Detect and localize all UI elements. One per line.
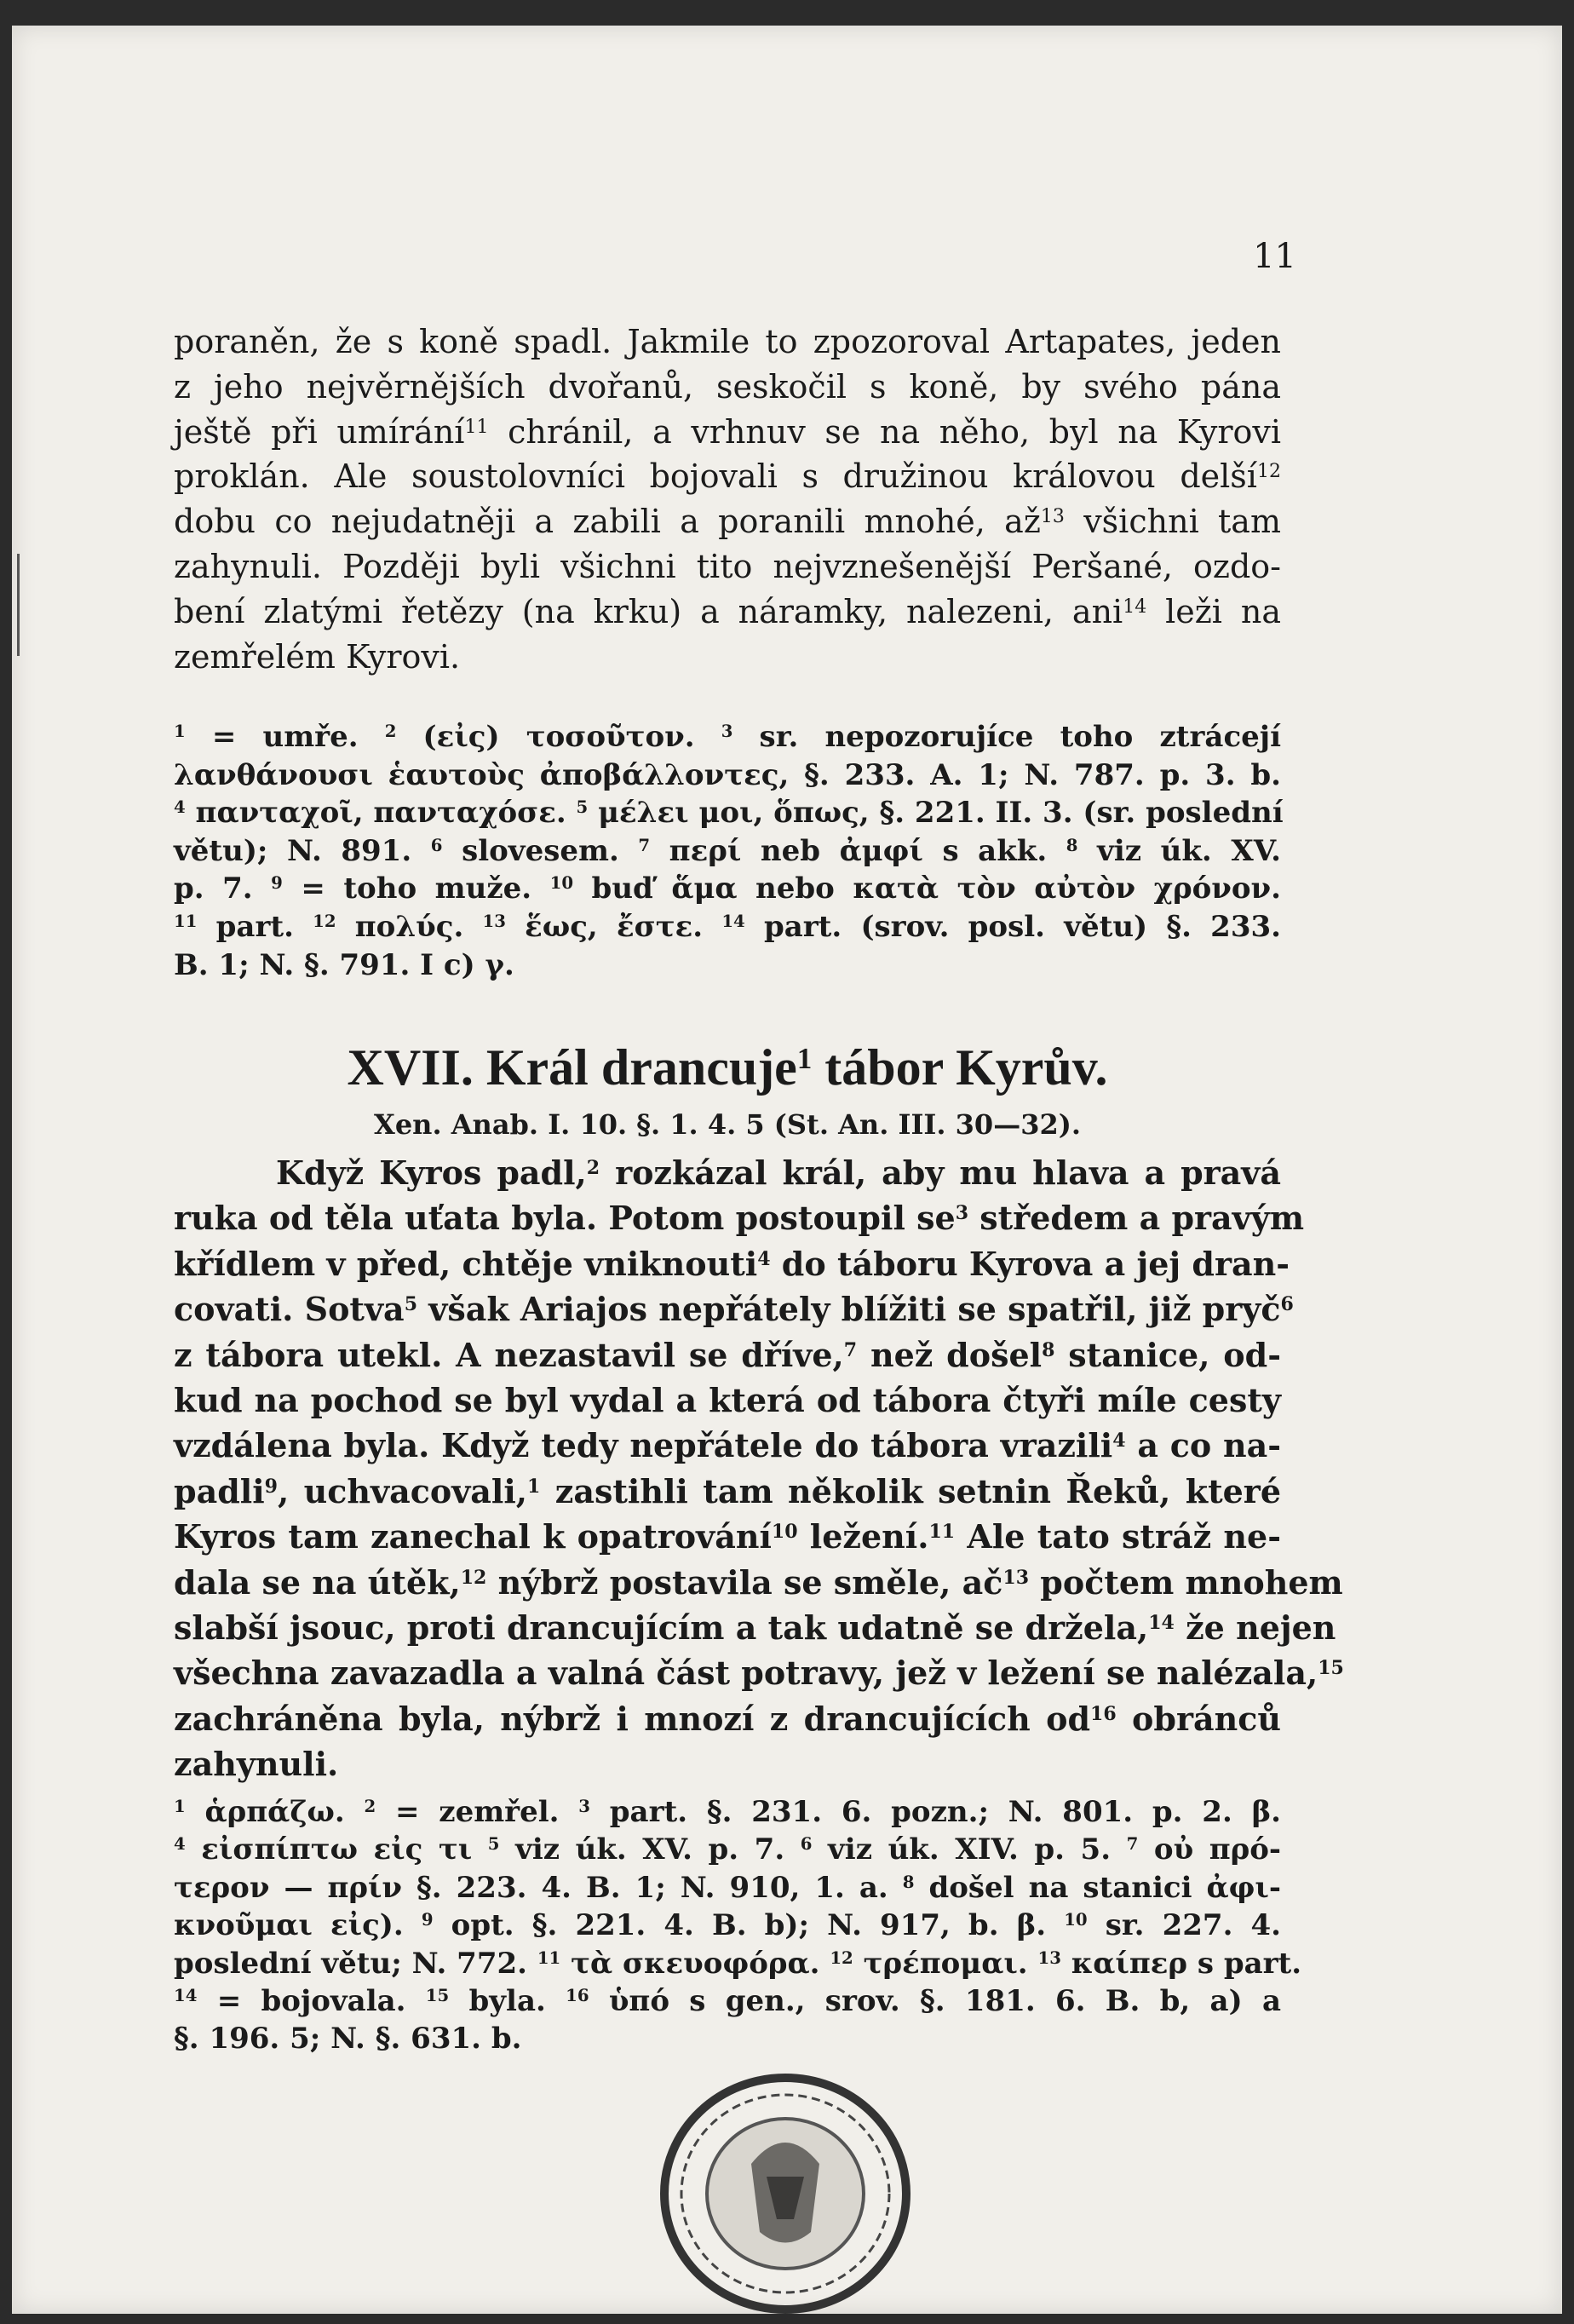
text-segment: slovesem. — [442, 833, 639, 868]
book-page — [12, 26, 1562, 2314]
footnote-ref: 12 — [460, 1566, 487, 1589]
text-line — [174, 635, 1281, 680]
heading-text-after: tábor Kyrův. — [812, 1039, 1108, 1096]
text-segment: z jeho nejvěrnějších dvořanů, seskočil s koně, by svého pána — [174, 367, 1281, 406]
text-segment: poslední větu; N. 772. — [174, 1946, 537, 1981]
text-segment: zastihli tam několik setnin Řeků, které — [540, 1471, 1281, 1510]
footnote-ref: 4 — [174, 1833, 186, 1855]
text-segment: Kyros tam zanechal k opatrování — [174, 1517, 772, 1556]
text-segment: viz úk. XV. p. 7. — [499, 1832, 801, 1867]
footnote-ref: 7 — [638, 834, 651, 855]
text-segment: zahynuli. — [174, 1745, 339, 1784]
footnote-ref: 11 — [928, 1521, 956, 1544]
footnote-ref: 1 — [174, 1796, 186, 1817]
text-segment: καίπερ s part. — [1060, 1946, 1302, 1981]
text-line — [174, 1945, 1302, 1982]
footnote-ref: 5 — [576, 797, 589, 818]
text-segment: však Ariajos nepřátely blížiti se spatřil, již pryč — [417, 1290, 1281, 1329]
footnote-ref: 8 — [1042, 1338, 1055, 1361]
text-segment: dobu co nejudatněji a zabili a poranili mnohé, až — [174, 503, 1041, 541]
footnote-ref: 6 — [800, 1833, 813, 1855]
text-line — [174, 1869, 1281, 1907]
text-segment: buď ἅμα nebo κατὰ τὸν αὐτὸν χρόνον. — [573, 872, 1281, 906]
heading-text-before: XVII. Král drancuje — [347, 1039, 797, 1096]
footnote-ref: 11 — [537, 1947, 561, 1968]
text-line — [174, 1423, 1281, 1468]
footnote-ref: 3 — [578, 1796, 590, 1817]
footnote-ref: 5 — [404, 1293, 418, 1316]
footnote-ref: 14 — [174, 1985, 198, 2006]
footnote-ref: 10 — [549, 872, 574, 894]
footnote-ref: 12 — [830, 1947, 853, 1968]
text-segment: μέλει μοι, ὅπως, §. 221. II. 3. (sr. poslední — [588, 796, 1284, 831]
text-segment: že nejen — [1174, 1608, 1336, 1648]
footnote-ref: 5 — [487, 1833, 500, 1855]
footnote-ref: 1 — [527, 1475, 541, 1498]
text-line — [174, 410, 1281, 455]
text-segment: obránců — [1116, 1699, 1281, 1738]
text-line — [174, 1605, 1336, 1650]
footnote-ref: 2 — [384, 721, 397, 742]
footnote-ref: 7 — [843, 1338, 858, 1361]
text-segment: všichni tam — [1064, 503, 1281, 541]
text-segment: p. 7. — [174, 872, 272, 906]
text-segment: = umře. — [185, 720, 385, 754]
library-stamp — [658, 2070, 913, 2314]
text-line — [174, 1378, 1281, 1423]
footnote-ref: 13 — [1002, 1566, 1030, 1589]
text-segment: part. — [197, 909, 313, 944]
text-line — [174, 1982, 1281, 2020]
text-segment: ještě při umírání — [174, 412, 465, 451]
text-line — [174, 319, 1281, 365]
text-segment: všechna zavazadla a valná část potravy, jež v ležení se nalézala, — [174, 1654, 1318, 1693]
text-segment: bení zlatými řetězy (na krku) a náramky, nalezeni, ani — [174, 592, 1123, 630]
footnote-ref: 4 — [1112, 1429, 1126, 1452]
text-segment: πολύς. — [336, 909, 483, 944]
text-segment: sr. nepozorujíce toho ztrácejí — [732, 720, 1281, 754]
footnote-ref: 2 — [364, 1796, 376, 1817]
footnote-ref: 15 — [1318, 1657, 1344, 1680]
text-segment: stanice, od- — [1054, 1335, 1281, 1374]
text-line — [174, 544, 1281, 590]
text-line — [174, 1286, 1294, 1332]
text-segment: nýbrž postavila se směle, ač — [486, 1562, 1003, 1602]
footnote-ref: 13 — [1040, 506, 1065, 528]
footnotes-section-1 — [174, 718, 1284, 984]
text-segment: εἰσπίπτω εἰς τι — [185, 1832, 488, 1867]
text-line — [174, 590, 1281, 635]
text-line — [174, 908, 1281, 946]
text-line — [174, 1241, 1290, 1286]
text-segment: οὐ πρό- — [1138, 1832, 1282, 1867]
text-line — [174, 1907, 1281, 1944]
footnote-ref: 9 — [271, 872, 283, 894]
footnote-ref: 4 — [174, 797, 186, 818]
chapter-heading — [174, 1038, 1281, 1097]
text-line — [174, 718, 1281, 756]
text-segment: part. (srov. posl. větu) §. 233. — [744, 909, 1281, 944]
text-line — [174, 1514, 1281, 1559]
text-line — [174, 1793, 1281, 1831]
text-segment: τὰ σκευοφόρα. — [560, 1946, 830, 1981]
footnote-ref: 15 — [425, 1985, 450, 2006]
text-segment: περί neb ἀμφί s akk. — [650, 833, 1066, 868]
text-line — [174, 1469, 1281, 1514]
text-segment: slabší jsouc, proti drancujícím a tak udatně se držela, — [174, 1608, 1149, 1648]
footnote-ref: 14 — [721, 911, 745, 932]
footnote-ref: 9 — [264, 1475, 278, 1498]
text-segment: větu); N. 891. — [174, 833, 431, 868]
footnote-ref: 14 — [1123, 595, 1147, 618]
chapter-paragraph — [174, 1150, 1344, 1787]
text-segment: zahynuli. Později byli všichni tito nejvznešenější Peršané, ozdo- — [174, 547, 1281, 585]
text-line — [174, 1831, 1281, 1868]
footnote-ref: 12 — [313, 911, 336, 932]
footnote-ref: 14 — [1148, 1611, 1175, 1634]
footnote-ref: 8 — [902, 1871, 915, 1892]
text-segment: padli — [174, 1471, 265, 1510]
text-segment: kud na pochod se byl vydal a která od tábora čtyři míle cesty — [174, 1381, 1281, 1420]
text-segment: počtem mnohem — [1029, 1562, 1343, 1602]
footnote-ref: 11 — [174, 911, 198, 932]
text-segment: = toho muže. — [282, 872, 550, 906]
text-segment: viz úk. XV. — [1077, 833, 1281, 868]
text-segment: = bojovala. — [197, 1984, 426, 2019]
text-line — [174, 946, 1281, 985]
text-line — [174, 1150, 1281, 1195]
text-segment: do táboru Kyrova a jej dran- — [770, 1244, 1290, 1283]
text-segment: viz úk. XIV. p. 5. — [812, 1832, 1127, 1867]
text-segment: , uchvacovali, — [277, 1471, 528, 1510]
text-segment: a co na- — [1125, 1426, 1281, 1465]
footnote-ref: 3 — [955, 1202, 969, 1225]
footnote-ref: 6 — [1280, 1293, 1294, 1316]
footnotes-section-2 — [174, 1793, 1302, 2058]
text-line — [174, 1696, 1281, 1741]
text-segment: ἁρπάζω. — [185, 1795, 365, 1829]
text-segment: zemřelém Kyrovi. — [174, 637, 461, 676]
text-segment: leži na — [1146, 592, 1281, 630]
text-segment: covati. Sotva — [174, 1290, 405, 1329]
footnote-ref: 7 — [1126, 1833, 1139, 1855]
text-segment: chránil, a vrhnuv se na něho, byl na Kyrovi — [488, 412, 1281, 451]
text-segment: part. §. 231. 6. pozn.; N. 801. p. 2. β. — [590, 1795, 1282, 1829]
text-line — [174, 870, 1281, 908]
text-segment: B. 1; N. §. 791. I c) γ. — [174, 947, 514, 982]
text-segment: τερον — πρίν §. 223. 4. B. 1; N. 910, 1. a. — [174, 1870, 903, 1905]
footnote-ref: 13 — [1037, 1947, 1061, 1968]
text-segment: křídlem v před, chtěje vniknouti — [174, 1244, 758, 1283]
text-segment: τρέπομαι. — [853, 1946, 1038, 1981]
text-segment: ἕως, ἔστε. — [505, 909, 722, 944]
footnote-ref: 4 — [757, 1247, 771, 1270]
text-line — [174, 832, 1281, 871]
text-line — [174, 794, 1284, 832]
source-reference: Xen. Anab. I. 10. §. 1. 4. 5 (St. An. III. 30—32). — [373, 1108, 1081, 1141]
text-line — [174, 1560, 1343, 1605]
footnote-ref: 16 — [1090, 1702, 1117, 1725]
text-segment: κνοῦμαι εἰς). — [174, 1908, 422, 1943]
text-segment: ležení. — [797, 1517, 929, 1556]
text-segment: λανθάνουσι ἑαυτοὺς ἀποβάλλοντες, §. 233. A. 1; N. 787. p. 3. b. — [174, 757, 1281, 792]
text-line — [174, 499, 1281, 544]
text-segment: §. 196. 5; N. §. 631. b. — [174, 2022, 522, 2057]
continued-paragraph — [174, 319, 1281, 679]
footnote-ref: 1 — [174, 721, 186, 742]
text-segment: Ale tato stráž ne- — [955, 1517, 1282, 1556]
text-segment: vzdálena byla. Když tedy nepřátele do tábora vrazili — [174, 1426, 1113, 1465]
text-line — [174, 454, 1281, 499]
text-line — [174, 365, 1281, 410]
text-segment: ὑπό s gen., srov. §. 181. 6. B. b, a) a — [589, 1984, 1281, 2019]
text-line — [174, 2020, 1281, 2057]
footnote-ref: 2 — [586, 1156, 600, 1179]
footnote-ref: 9 — [421, 1909, 434, 1930]
heading-footnote-ref: 1 — [796, 1041, 813, 1075]
text-line — [174, 756, 1281, 795]
text-segment: z tábora utekl. A nezastavil se dříve, — [174, 1335, 844, 1374]
footnote-ref: 12 — [1256, 461, 1281, 483]
text-segment: dala se na útěk, — [174, 1562, 461, 1602]
text-segment: než došel — [857, 1335, 1043, 1374]
footnote-ref: 3 — [721, 721, 733, 742]
text-segment: rozkázal král, aby mu hlava a pravá — [600, 1153, 1281, 1192]
text-segment: poraněn, že s koně spadl. Jakmile to zpozoroval Artapates, jeden — [174, 323, 1281, 360]
text-segment: byla. — [449, 1984, 566, 2019]
text-line — [174, 1332, 1281, 1378]
text-line — [174, 1650, 1344, 1695]
footnote-ref: 16 — [566, 1985, 589, 2006]
footnote-ref: 6 — [430, 834, 443, 855]
footnote-ref: 10 — [1064, 1909, 1088, 1930]
text-segment: středem a pravým — [968, 1199, 1305, 1238]
footnote-ref: 11 — [464, 416, 489, 438]
page-number: 11 — [1253, 237, 1296, 276]
text-segment: zachráněna byla, nýbrž i mnozí z drancujících od — [174, 1699, 1091, 1738]
footnote-ref: 13 — [482, 911, 506, 932]
text-line — [174, 1741, 1281, 1786]
text-segment: Když Kyros padl, — [276, 1153, 587, 1192]
text-segment: proklán. Ale soustolovníci bojovali s družinou královou delší — [174, 457, 1257, 496]
text-line — [174, 1195, 1305, 1240]
text-segment: ruka od těla uťata byla. Potom postoupil se — [174, 1199, 956, 1238]
text-segment: (εἰς) τοσοῦτον. — [396, 720, 721, 754]
page-edge-mark — [12, 554, 31, 656]
text-segment: πανταχοῖ, πανταχόσε. — [185, 796, 577, 831]
footnote-ref: 10 — [771, 1521, 798, 1544]
text-segment: došel na stanici ἀφι- — [914, 1870, 1281, 1905]
text-segment: opt. §. 221. 4. B. b); N. 917, b. β. — [433, 1908, 1065, 1943]
text-segment: sr. 227. 4. — [1087, 1908, 1282, 1943]
footnote-ref: 8 — [1066, 834, 1078, 855]
text-segment: = zemřel. — [376, 1795, 579, 1829]
